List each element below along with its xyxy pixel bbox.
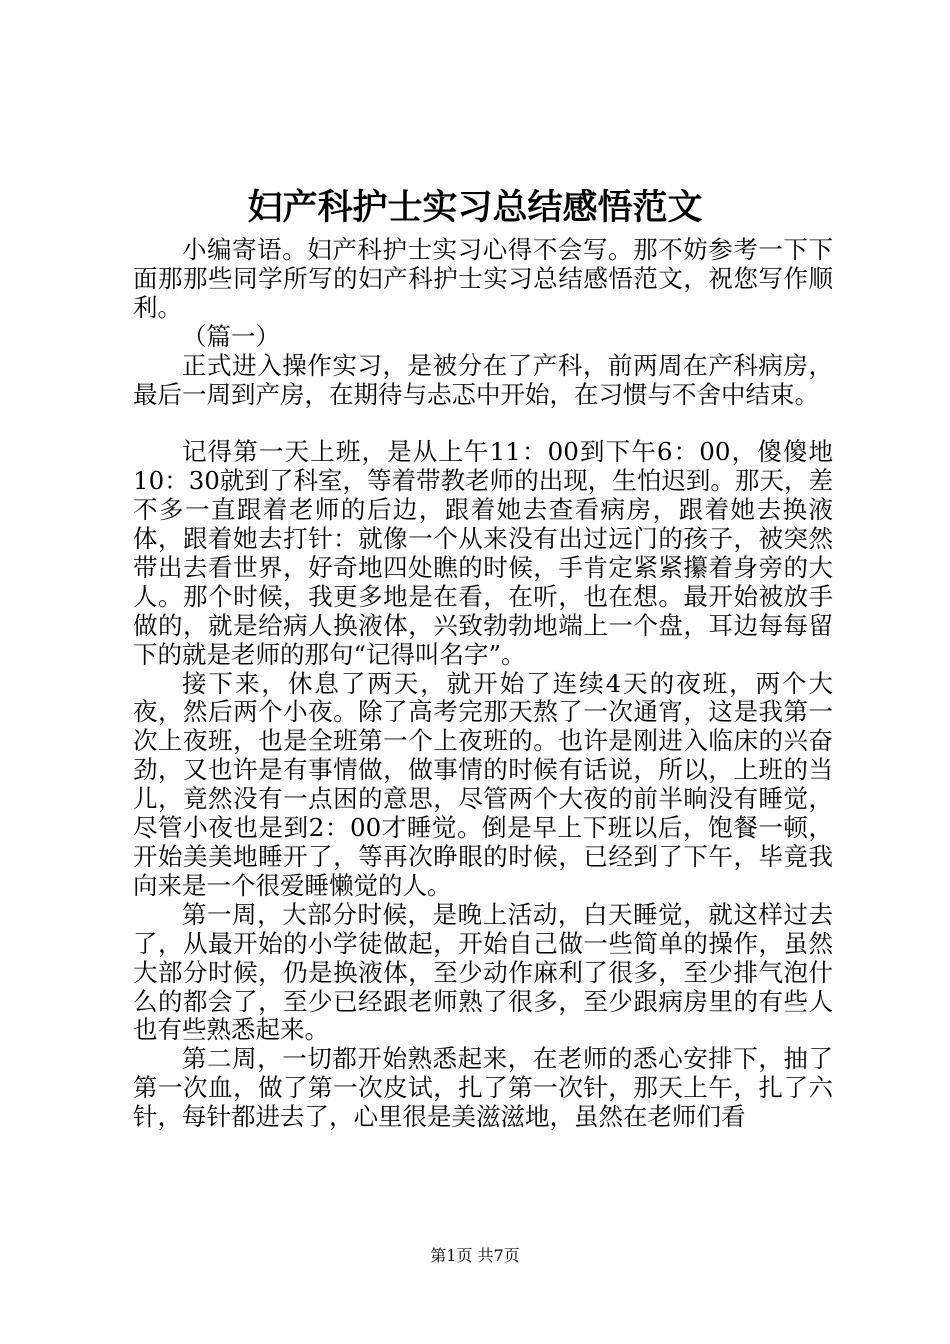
document-title: 妇产科护士实习总结感悟范文 [247, 187, 703, 228]
page-footer: 第1页 共7页 [430, 1246, 520, 1265]
paragraph-3: 接下来，休息了两天，就开始了连续4天的夜班，两个大夜，然后两个小夜。除了高考完那天熬了一次通宵，这是我第一次上夜班，也是全班第一个上夜班的。也许是刚进入临床的兴奋劲，又也许是有事情做，做事情的时候有话说，所以，上班的当儿，竟然没有一点困的意思，尽管两个大夜的前半晌没有睡觉，尽管小夜也是到2：00才睡觉。倒是早上下班以后，饱餐一顿，开始美美地睡开了，等再次睁眼的时候，已经到了下午，毕竟我向来是一个很爱睡懒觉的人。 [133, 668, 833, 900]
paragraph-1: 正式进入操作实习，是被分在了产科，前两周在产科病房，最后一周到产房，在期待与忐忑中开始，在习惯与不舍中结束。 [133, 350, 833, 409]
blank-line [133, 409, 833, 438]
document-body [133, 236, 833, 1132]
paragraph-section-heading: （篇一） [182, 321, 280, 351]
paragraph-intro: 小编寄语。妇产科护士实习心得不会写。那不妨参考一下下面那那些同学所写的妇产科护士实习总结感悟范文，祝您写作顺利。 [133, 235, 833, 322]
paragraph-2: 记得第一天上班，是从上午11：00到下午6：00，傻傻地10：30就到了科室，等着带教老师的出现，生怕迟到。那天，差不多一直跟着老师的后边，跟着她去查看病房，跟着她去换液体，跟着她去打针：就像一个从来没有出过远门的孩子，被突然带出去看世界，好奇地四处瞧的时候，手肯定紧紧攥着身旁的大人。那个时候，我更多地是在看，在听，也在想。最开始被放手做的，就是给病人换液体，兴致勃勃地端上一个盘，耳边每每留下的就是老师的那句“记得叫名字”。 [133, 437, 833, 669]
paragraph-5: 第二周，一切都开始熟悉起来，在老师的悉心安排下，抽了第一次血，做了第一次皮试，扎了第一次针，那天上午，扎了六针，每针都进去了，心里很是美滋滋地，虽然在老师们看 [133, 1044, 833, 1132]
paragraph-4: 第一周，大部分时候，是晚上活动，白天睡觉，就这样过去了，从最开始的小学徒做起，开始自己做一些简单的操作，虽然大部分时候，仍是换液体，至少动作麻利了很多，至少排气泡什么的都会了，至少已经跟老师熟了很多，至少跟病房里的有些人也有些熟悉起来。 [133, 899, 833, 1045]
